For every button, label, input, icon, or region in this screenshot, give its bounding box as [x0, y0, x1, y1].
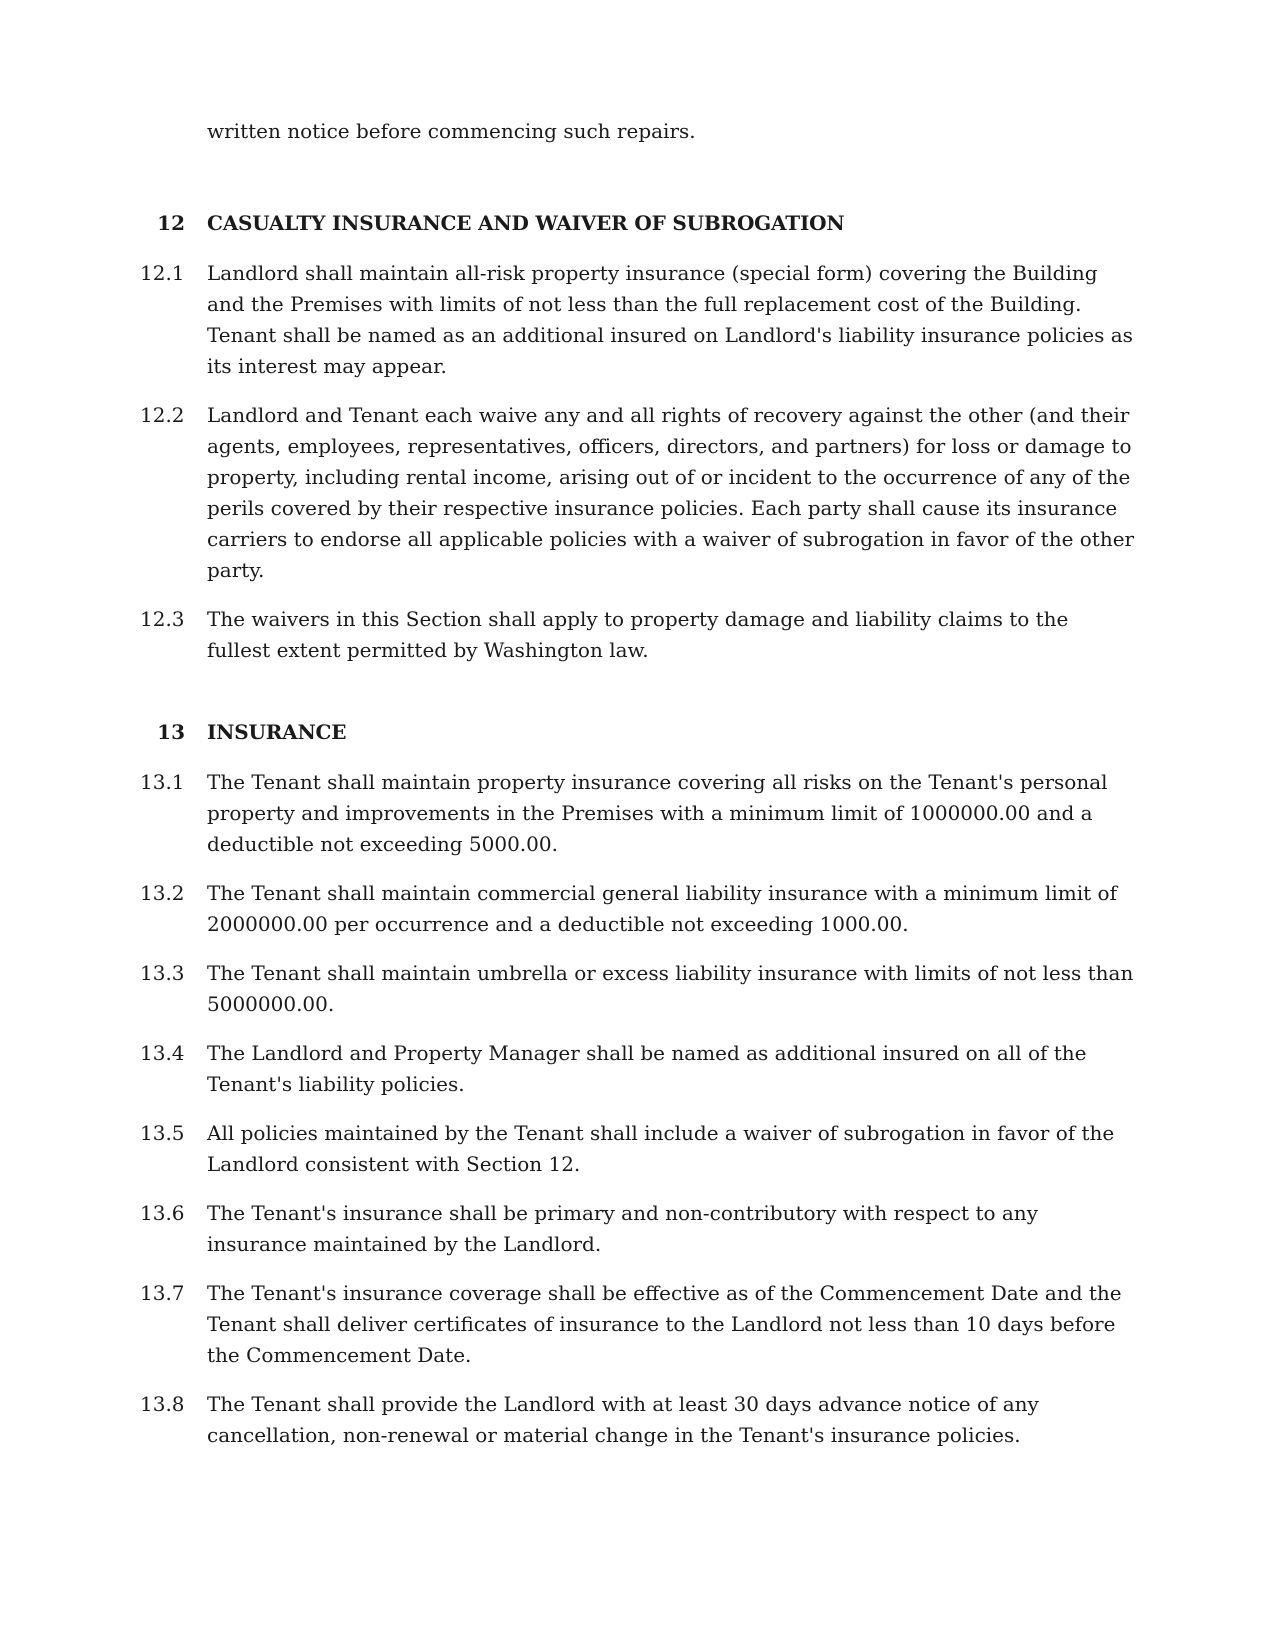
- section-12-heading: [140, 208, 1140, 239]
- clause-13-5: [140, 1118, 1135, 1180]
- clause-number: 13.3: [140, 961, 185, 985]
- clause-13-1: [140, 767, 1135, 860]
- clause-12-2: [140, 400, 1135, 586]
- clause-number: 13.5: [140, 1121, 185, 1145]
- clause-text: All policies maintained by the Tenant shall include a waiver of subrogation in favor of the Landlord consistent with Section 12.: [207, 1121, 1115, 1176]
- section-title: CASUALTY INSURANCE AND WAIVER OF SUBROGATION: [207, 211, 845, 235]
- clause-number: 13.2: [140, 881, 185, 905]
- section-13-clauses: [140, 767, 1135, 1469]
- continuation-text: written notice before commencing such repairs.: [207, 119, 696, 143]
- clause-text: Landlord and Tenant each waive any and all rights of recovery against the other (and their agents, employees, representatives, officers, directors, and partners) for loss or damage to property, including rental income, arising out of or incident to the occurrence of any of the perils covered by their respective insurance policies. Each party shall cause its insurance carriers to endorse all applicable policies with a waiver of subrogation in favor of the other party.: [207, 403, 1135, 582]
- clause-text: The Tenant shall provide the Landlord with at least 30 days advance notice of any cancellation, non-renewal or material change in the Tenant's insurance policies.: [207, 1392, 1039, 1447]
- clause-number: 13.7: [140, 1281, 185, 1305]
- clause-12-3: [140, 604, 1135, 666]
- clause-text: The Tenant's insurance shall be primary and non-contributory with respect to any insurance maintained by the Landlord.: [207, 1201, 1038, 1256]
- clause-number: 12.2: [140, 403, 185, 427]
- clause-text: The Tenant shall maintain property insurance covering all risks on the Tenant's personal property and improvements in the Premises with a minimum limit of 1000000.00 and a deductible not exceeding 5000.00.: [207, 770, 1108, 856]
- clause-text: The Tenant shall maintain umbrella or excess liability insurance with limits of not less than 5000000.00.: [207, 961, 1134, 1016]
- clause-13-2: [140, 878, 1135, 940]
- clause-13-7: [140, 1278, 1135, 1371]
- clause-number: 13.4: [140, 1041, 185, 1065]
- clause-text: The Tenant's insurance coverage shall be effective as of the Commencement Date and the Tenant shall deliver certificates of insurance to the Landlord not less than 10 days before the Commencement Date.: [207, 1281, 1122, 1367]
- clause-text: The Landlord and Property Manager shall be named as additional insured on all of the Tenant's liability policies.: [207, 1041, 1087, 1096]
- clause-12-1: [140, 258, 1135, 382]
- section-number: 13: [157, 720, 185, 744]
- section-title: INSURANCE: [207, 720, 347, 744]
- clause-text: Landlord shall maintain all-risk property insurance (special form) covering the Building and the Premises with limits of not less than the full replacement cost of the Building. Tenant shall be named as an additional insured on Landlord's liability insurance policies as its interest may appear.: [207, 261, 1133, 378]
- clause-text: The waivers in this Section shall apply to property damage and liability claims to the fullest extent permitted by Washington law.: [207, 607, 1069, 662]
- clause-text: The Tenant shall maintain commercial general liability insurance with a minimum limit of 2000000.00 per occurrence and a deductible not exceeding 1000.00.: [207, 881, 1117, 936]
- clause-number: 13.6: [140, 1201, 185, 1225]
- clause-13-3: [140, 958, 1135, 1020]
- section-number: 12: [157, 211, 185, 235]
- section-12-clauses: [140, 258, 1135, 684]
- clause-number: 13.8: [140, 1392, 185, 1416]
- clause-number: 12.3: [140, 607, 185, 631]
- clause-number: 12.1: [140, 261, 185, 285]
- clause-13-8: [140, 1389, 1135, 1451]
- clause-number: 13.1: [140, 770, 185, 794]
- clause-13-6: [140, 1198, 1135, 1260]
- clause-13-4: [140, 1038, 1135, 1100]
- section-13-heading: [140, 717, 1140, 748]
